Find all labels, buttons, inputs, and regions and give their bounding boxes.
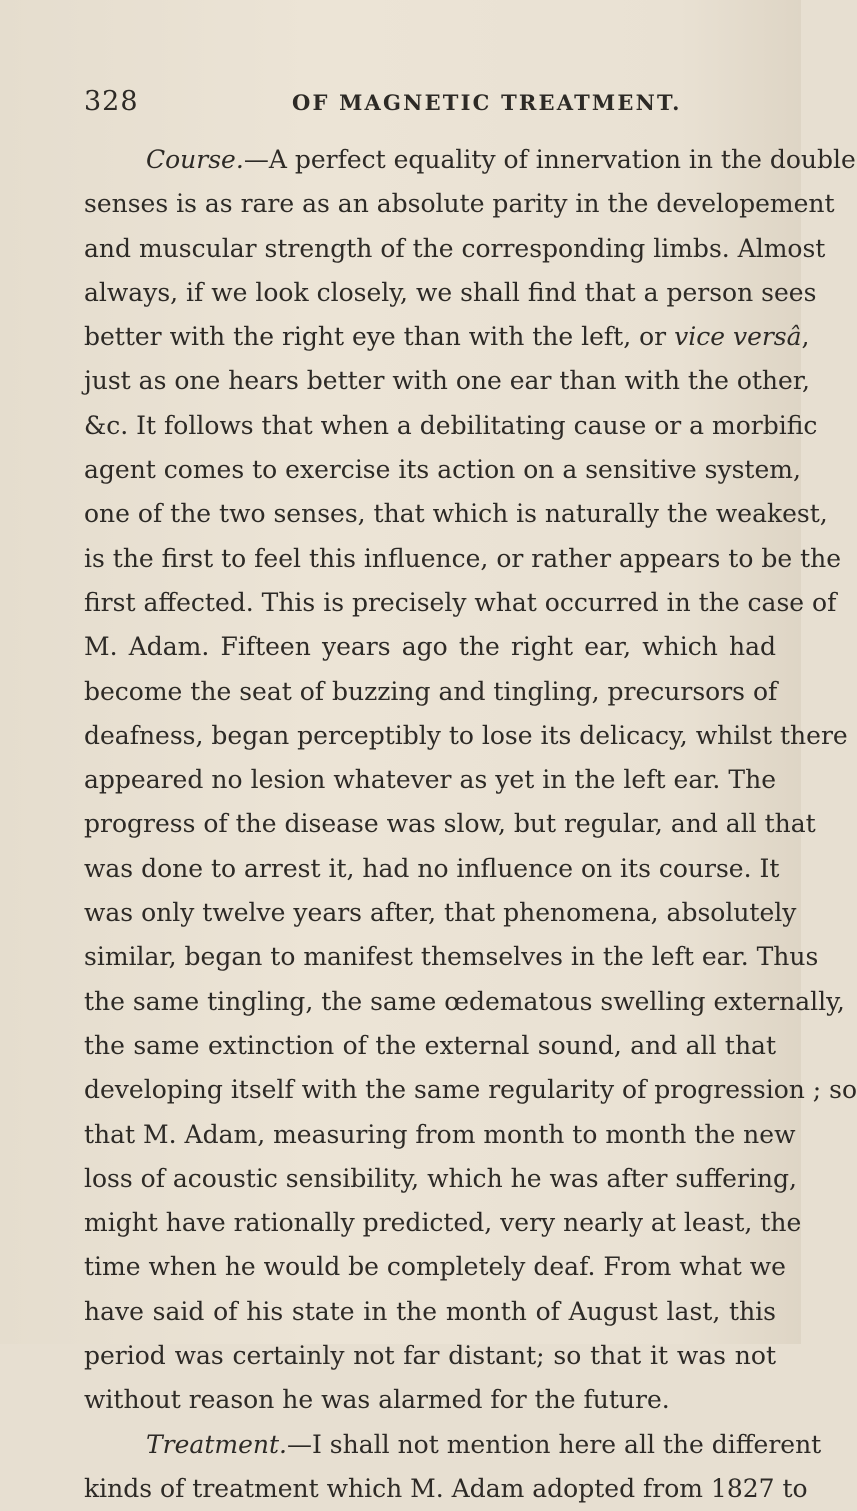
body-text	[84, 138, 857, 1511]
text-line: agent comes to exercise its action on a sensitive system,	[84, 455, 801, 485]
text-line: always, if we look closely, we shall find that a person sees	[84, 277, 817, 307]
text-line: is the first to feel this influence, or rather appears to be the	[84, 543, 842, 573]
page-number: 328	[84, 86, 139, 117]
text-line: loss of acoustic sensibility, which he was after suffering,	[84, 1163, 797, 1193]
section-lead-course: Course.	[146, 145, 244, 174]
text-line: &c. It follows that when a debilitating cause or a morbific	[84, 410, 818, 440]
text-line: kinds of treatment which M. Adam adopted from 1827 to	[84, 1473, 808, 1503]
text-line: that M. Adam, measuring from month to month the new	[84, 1119, 796, 1149]
running-head: OF MAGNETIC TREATMENT.	[292, 90, 682, 115]
text-line: and muscular strength of the corresponding limbs. Almost	[84, 233, 826, 263]
text-line: have said of his state in the month of August last, this	[84, 1296, 776, 1326]
text-line: period was certainly not far distant; so that it was not	[84, 1341, 776, 1371]
text-line: progress of the disease was slow, but regular, and all that	[84, 809, 816, 839]
italic-phrase: vice versâ	[674, 322, 802, 352]
page-header	[84, 86, 784, 120]
text-line: deafness, began perceptibly to lose its delicacy, whilst there	[84, 720, 848, 750]
text-line: first affected. This is precisely what occurred in the case of	[84, 587, 837, 617]
text-line: one of the two senses, that which is naturally the weakest,	[84, 499, 828, 529]
text-line: similar, began to manifest themselves in the left ear. Thus	[84, 942, 819, 972]
text-line: was done to arrest it, had no influence on its course. It	[84, 853, 780, 883]
text-line: without reason he was alarmed for the future.	[84, 1385, 670, 1415]
text-line: Course.—A perfect equality of innervation in the double	[146, 145, 856, 174]
text-line: developing itself with the same regularity of progression ; so	[84, 1075, 857, 1105]
text-line: become the seat of buzzing and tingling, precursors of	[84, 676, 778, 706]
text-line: just as one hears better with one ear than with the other,	[84, 366, 810, 396]
text-line: might have rationally predicted, very nearly at least, the	[84, 1208, 802, 1238]
text-line: was only twelve years after, that phenomena, absolutely	[84, 898, 797, 928]
text-line: appeared no lesion whatever as yet in the left ear. The	[84, 765, 776, 795]
text-line: senses is as rare as an absolute parity in the developement	[84, 189, 835, 219]
text-line: Treatment.—I shall not mention here all the different	[146, 1429, 822, 1459]
text-line: time when he would be completely deaf. From what we	[84, 1252, 786, 1282]
text-line: the same extinction of the external sound, and all that	[84, 1030, 776, 1060]
section-lead-treatment: Treatment.	[146, 1429, 287, 1459]
text-line: better with the right eye than with the left, or vice versâ,	[84, 322, 810, 352]
text-line: the same tingling, the same œdematous swelling externally,	[84, 986, 845, 1016]
text-line: M. Adam. Fifteen years ago the right ear, which had	[84, 632, 776, 662]
